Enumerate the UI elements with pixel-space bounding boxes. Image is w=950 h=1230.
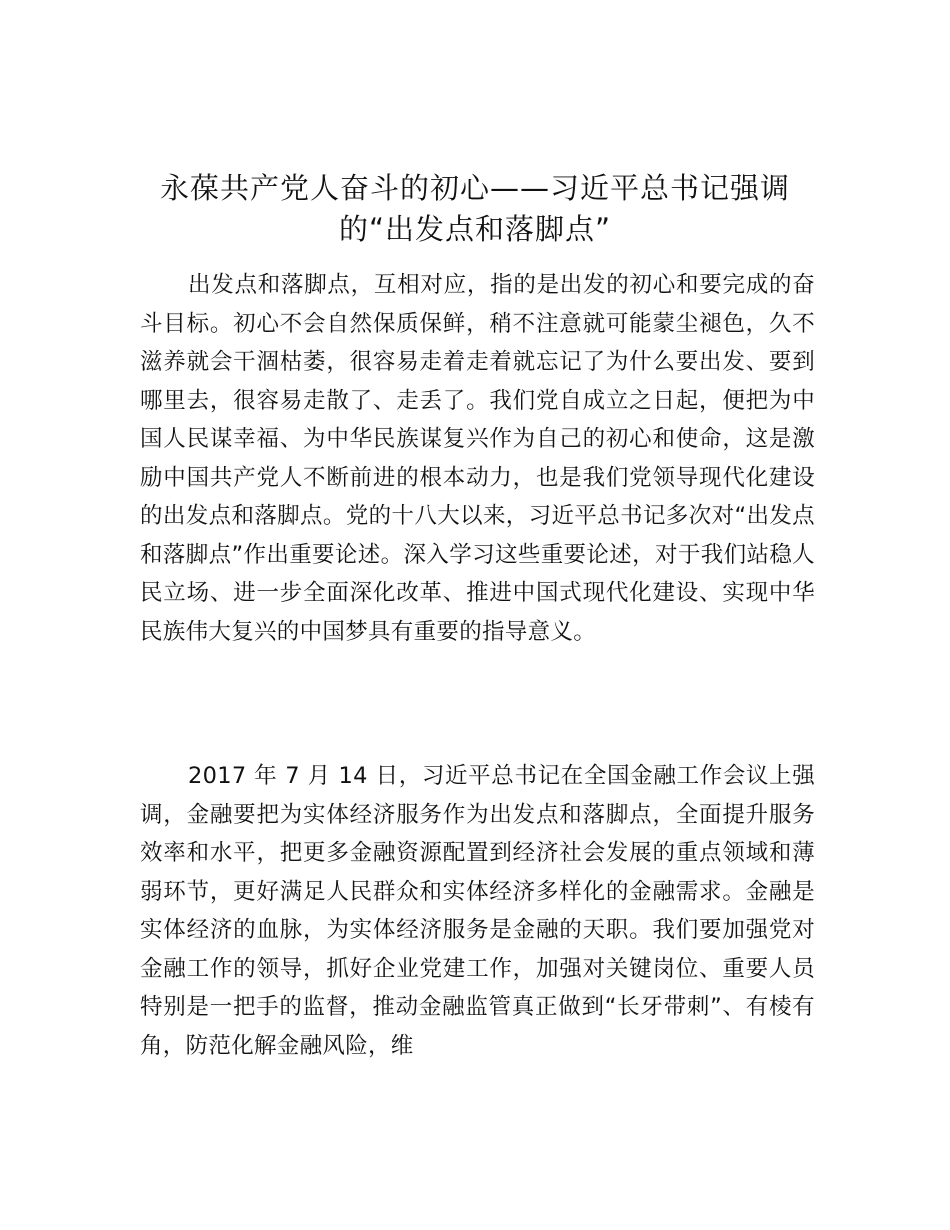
paragraph-1: 出发点和落脚点，互相对应，指的是出发的初心和要完成的奋斗目标。初心不会自然保质保鲜，稍不注意就可能蒙尘褪色，久不滋养就会干涸枯萎，很容易走着走着就忘记了为什么要出发、要到哪里去，很容易走散了、走丢了。我们党自成立之日起，便把为中国人民谋幸福、为中华民族谋复兴作为自己的初心和使命，这是激励中国共产党人不断前进的根本动力，也是我们党领导现代化建设的出发点和落脚点。党的十八大以来，习近平总书记多次对“出发点和落脚点”作出重要论述。深入学习这些重要论述，对于我们站稳人民立场、进一步全面深化改革、推进中国式现代化建设、实现中华民族伟大复兴的中国梦具有重要的指导意义。 (140, 272, 815, 645)
paragraph-2: 2017 年 7 月 14 日，习近平总书记在全国金融工作会议上强调，金融要把为实体经济服务作为出发点和落脚点，全面提升服务效率和水平，把更多金融资源配置到经济社会发展的重点领域和薄弱环节，更好满足人民群众和实体经济多样化的金融需求。金融是实体经济的血脉，为实体经济服务是金融的天职。我们要加强党对金融工作的领导，抓好企业党建工作，加强对关键岗位、重要人员特别是一把手的监督，推动金融监管真正做到“长牙带刺”、有棱有角，防范化解金融风险，维 (140, 763, 815, 1059)
document-title: 永葆共产党人奋斗的初心——习近平总书记强调的“出发点和落脚点” (159, 171, 790, 246)
